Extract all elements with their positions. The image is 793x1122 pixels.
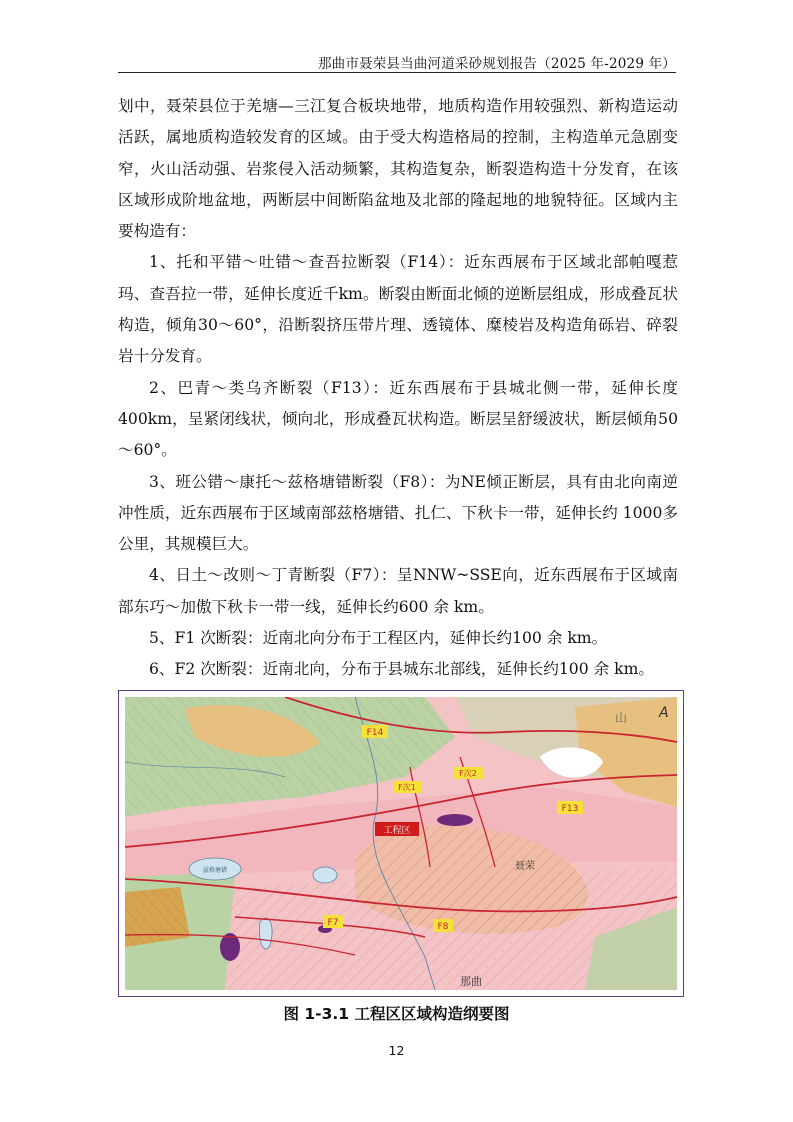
f1-label: F次1 [398, 783, 416, 792]
paragraph-fault-f13: 2、巴青～类乌齐断裂（F13）：近东西展布于县城北侧一带，延伸长度400km，呈紧闭线状，倾向北，形成叠瓦状构造。断层呈舒缓波状，断层倾角50～60°。 [118, 378, 678, 460]
figure-caption: 图 1-3.1 工程区区域构造纲要图 [283, 1005, 510, 1023]
paragraph-fault-f14: 1、托和平错～吐错～查吾拉断裂（F14）：近东西展布于区域北部帕嘎惹玛、查吾拉一带，延伸长度近千km。断裂由断面北倾的逆断层组成，形成叠瓦状构造，倾角30～60°，沿断裂挤压带片理、透镜体、糜棱岩及构造角砾岩、碎裂岩十分发育。 [118, 253, 678, 366]
naqu-label: 那曲 [460, 975, 482, 988]
page-header-title: 那曲市聂荣县当曲河道采砂规划报告（2025 年-2029 年） [317, 56, 676, 72]
header-rule [118, 72, 676, 73]
f7-label: F7 [327, 918, 339, 928]
map-zone-tan-sw-hatch [125, 887, 190, 947]
zigetangcuo-label: 兹格塘错 [202, 867, 228, 874]
paragraph-fault-f7: 4、日土～改则～丁青断裂（F7）：呈NNW~SSE向，近东西展布于区域南部东巧～加傲下秋卡一带一线，延伸长约600 余 km。 [118, 566, 678, 616]
paragraph-fault-f8: 3、班公错～康托～兹格塘错断裂（F8）：为NE倾正断层，具有由北向南逆冲性质，近东西展布于区域南部兹格塘错、扎仁、下秋卡一带，延伸长约 1000多公里，其规模巨大。 [118, 472, 678, 554]
f2-label: F次2 [459, 769, 477, 778]
lake-south [259, 918, 272, 949]
intrusion-purple-1 [437, 814, 473, 826]
f14-label: F14 [366, 728, 384, 738]
page-number: 12 [388, 1043, 405, 1058]
lake-small [313, 867, 337, 883]
north-arrow-label: A [659, 705, 669, 721]
f8-label: F8 [437, 922, 449, 932]
paragraph-fault-f2: 6、F2 次断裂：近南北向，分布于县城东北部线，延伸长约100 余 km。 [149, 660, 654, 679]
structural-map-figure [118, 690, 684, 997]
structural-map [125, 697, 677, 990]
f13-label: F13 [561, 804, 579, 814]
project-area-label: 工程区 [383, 826, 411, 836]
nierong-label: 聂荣 [515, 861, 535, 872]
body-text [118, 91, 678, 717]
paragraph-intro: 划中，聂荣县位于羌塘—三江复合板块地带，地质构造作用较强烈、新构造运动活跃，属地质构造较发育的区域。由于受大构造格局的控制，主构造单元急剧变窄，火山活动强、岩浆侵入活动频繁，其构造复杂，断裂造构造十分发育，在该区域形成阶地盆地，两断层中间断陷盆地及北部的隆起地的地貌特征。区域内主要构造有： [118, 97, 678, 241]
paragraph-fault-f1: 5、F1 次断裂：近南北向分布于工程区内，延伸长约100 余 km。 [149, 629, 608, 648]
shan-label: 山 [615, 711, 628, 725]
